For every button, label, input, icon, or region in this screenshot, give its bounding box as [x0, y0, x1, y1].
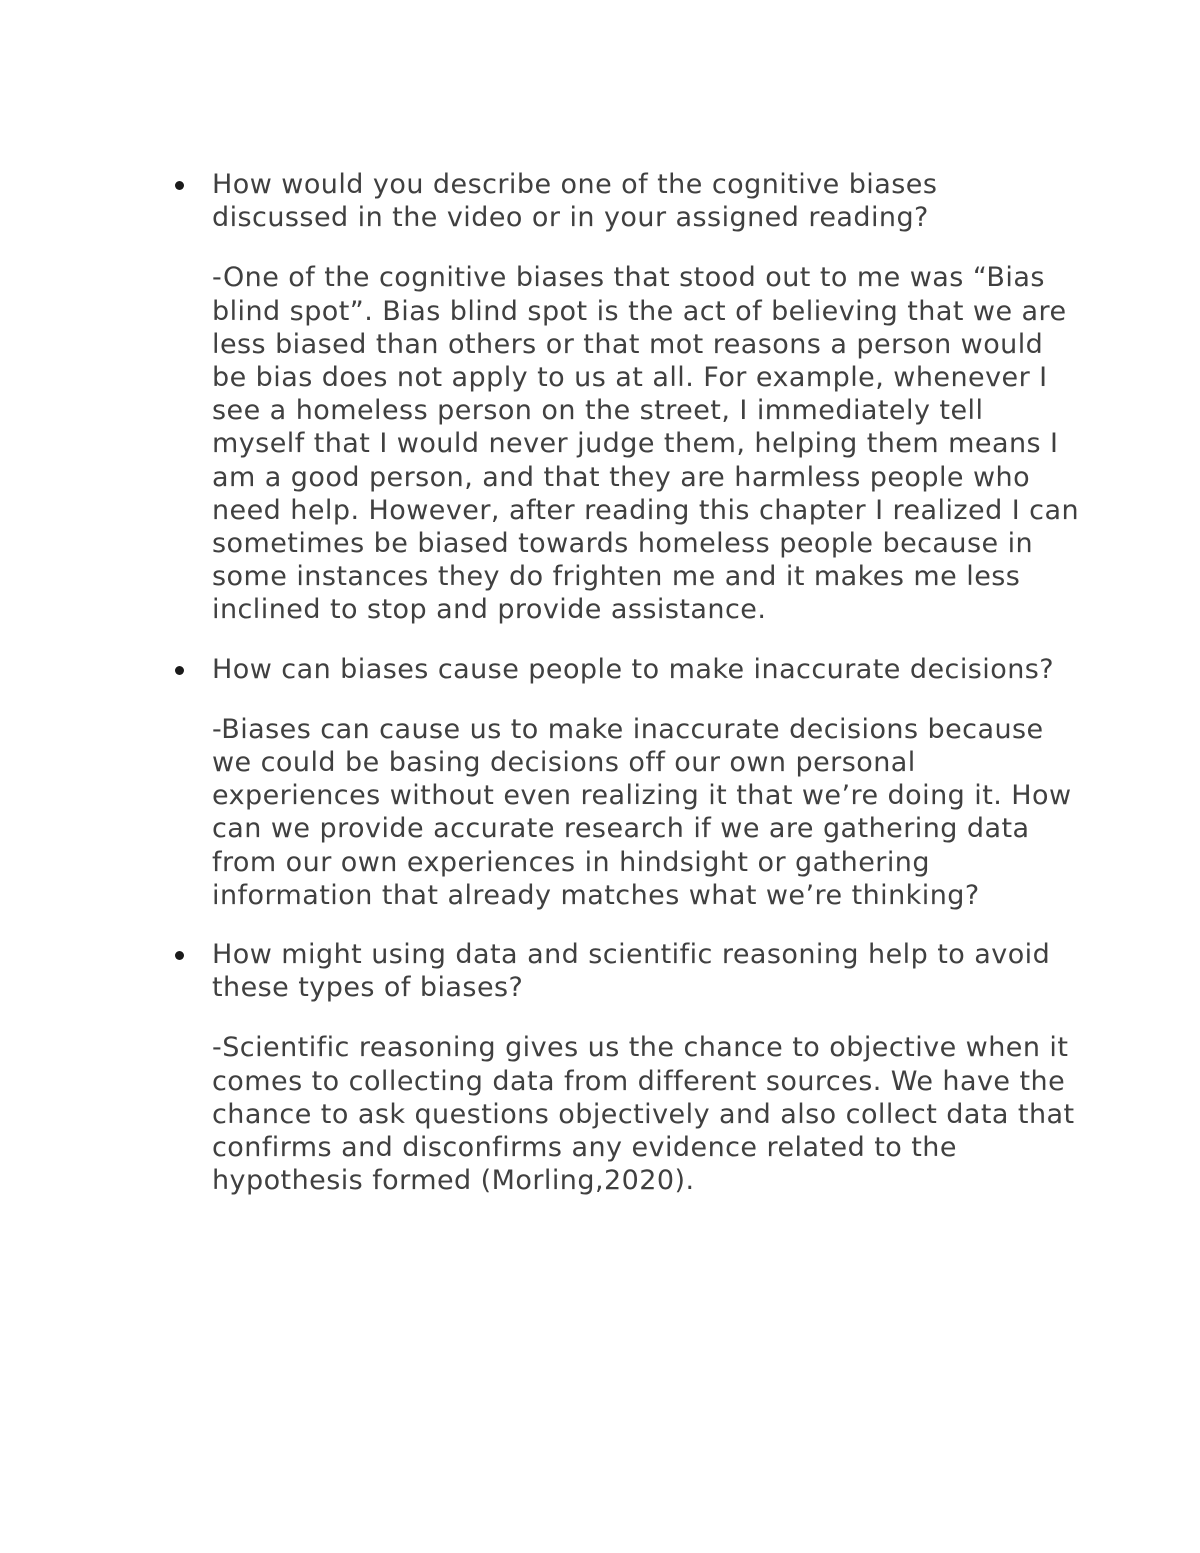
list-item [212, 938, 1082, 1197]
list-item [212, 168, 1082, 627]
bullet-icon [175, 181, 184, 190]
question-text: How would you describe one of the cognitive biases discussed in the video or in your assigned reading? [212, 169, 938, 234]
list-item [212, 653, 1082, 912]
question-text: How can biases cause people to make inaccurate decisions? [212, 653, 1055, 685]
bullet-icon [175, 666, 184, 675]
answer-text: -One of the cognitive biases that stood out to me was “Bias blind spot”. Bias blind spot is the act of believing that we are less biased than others or that mot reasons a person would be bias does not apply to us at all. For example, whenever I see a homeless person on the street, I immediately tell myself that I would never judge them, helping them means I am a good person, and that they are harmless people who need help. However, after reading this chapter I realized I can sometimes be biased towards homeless people because in some instances they do frighten me and it makes me less inclined to stop and provide assistance. [212, 262, 1080, 626]
answer-text: -Scientific reasoning gives us the chance to objective when it comes to collecting data from different sources. We have the chance to ask questions objectively and also collect data that confirms and disconfirms any evidence related to the hypothesis formed (Morling,2020). [212, 1032, 1075, 1197]
question-list [212, 168, 1082, 1223]
question-text: How might using data and scientific reasoning help to avoid these types of biases? [212, 939, 1051, 1004]
bullet-icon [175, 951, 184, 960]
answer-text: -Biases can cause us to make inaccurate decisions because we could be basing decisions off our own personal experiences without even realizing it that we’re doing it. How can we provide accurate research if we are gathering data from our own experiences in hindsight or gathering information that already matches what we’re thinking? [212, 713, 1072, 911]
